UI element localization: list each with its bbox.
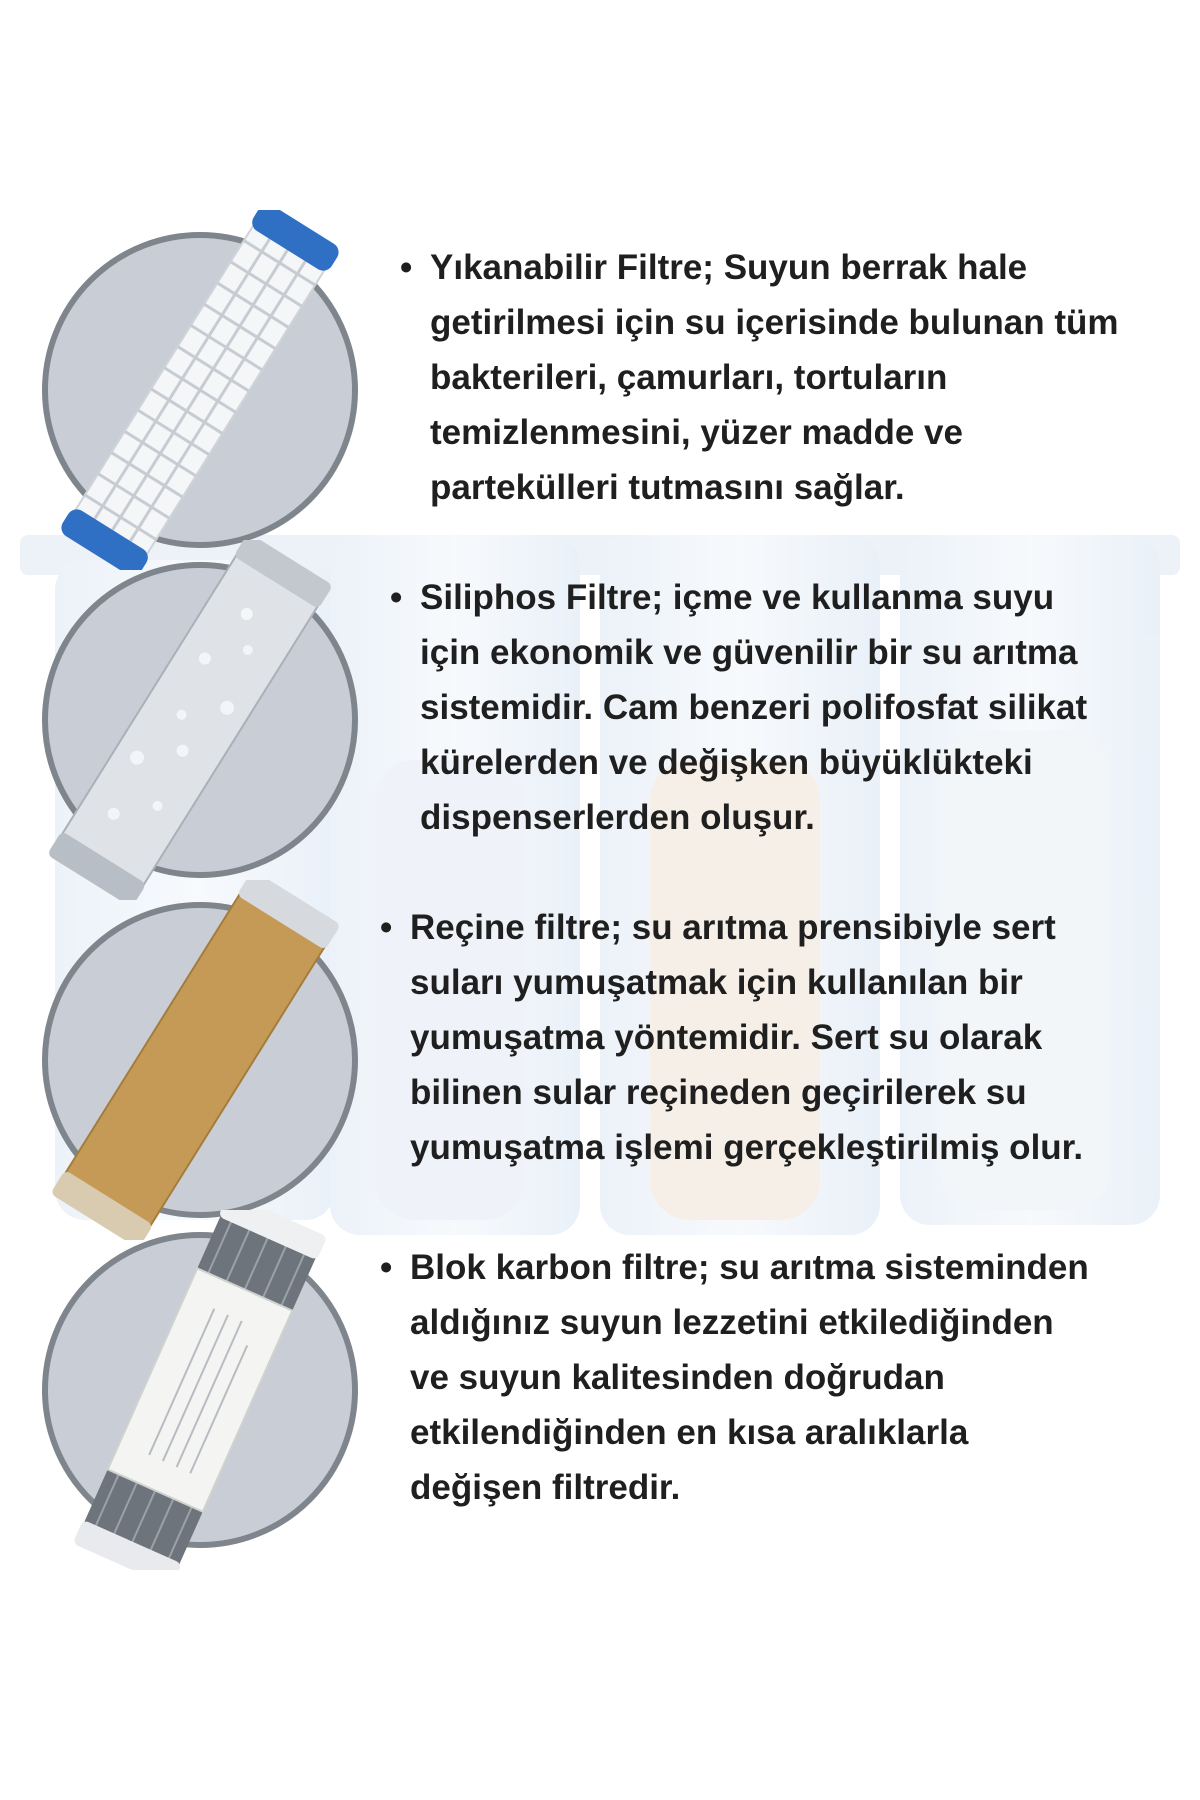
text-line: kürelerden ve değişken büyüklükteki — [420, 743, 1033, 782]
text-line: partekülleri tutmasını sağlar. — [430, 468, 905, 507]
filter-description — [380, 900, 1084, 1175]
text-line: için ekonomik ve güvenilir bir su arıtma — [420, 633, 1078, 672]
text-line: temizlenmesini, yüzer madde ve — [430, 413, 963, 452]
filter-description — [390, 570, 1088, 845]
text-line: ve suyun kalitesinden doğrudan — [410, 1358, 945, 1397]
text-line: suları yumuşatmak için kullanılan bir — [410, 963, 1023, 1002]
text-line: yumuşatma işlemi gerçekleştirilmiş olur. — [410, 1128, 1084, 1167]
text-line: getirilmesi için su içerisinde bulunan tüm — [430, 303, 1119, 342]
text-line: dispenserlerden oluşur. — [420, 798, 815, 837]
text-line: Blok karbon filtre; su arıtma sisteminden — [410, 1248, 1089, 1287]
resin-filter-cartridge-icon — [0, 880, 400, 1240]
text-line: Reçine filtre; su arıtma prensibiyle sert — [410, 908, 1056, 947]
bullet: • — [380, 908, 393, 947]
washable-mesh-filter-cartridge-icon — [0, 210, 400, 570]
text-line: yumuşatma yöntemidir. Sert su olarak — [410, 1018, 1043, 1057]
filter-description — [400, 240, 1119, 515]
text-line: bilinen sular reçineden geçirilerek su — [410, 1073, 1027, 1112]
filter-description — [380, 1240, 1089, 1515]
text-line: bakterileri, çamurları, tortuların — [430, 358, 948, 397]
siliphos-filter-cartridge-icon — [0, 540, 403, 900]
text-line: aldığınız suyun lezzetini etkilediğinden — [410, 1303, 1054, 1342]
text-line: Yıkanabilir Filtre; Suyun berrak hale — [430, 248, 1028, 287]
bullet: • — [400, 248, 413, 287]
carbon-block-filter-cartridge-icon — [0, 1210, 400, 1570]
bullet: • — [390, 578, 403, 617]
text-line: etkilendiğinden en kısa aralıklarla — [410, 1413, 969, 1452]
text-line: Siliphos Filtre; içme ve kullanma suyu — [420, 578, 1055, 617]
bullet: • — [380, 1248, 393, 1287]
text-line: sistemidir. Cam benzeri polifosfat silikat — [420, 688, 1088, 727]
text-line: değişen filtredir. — [410, 1468, 681, 1507]
